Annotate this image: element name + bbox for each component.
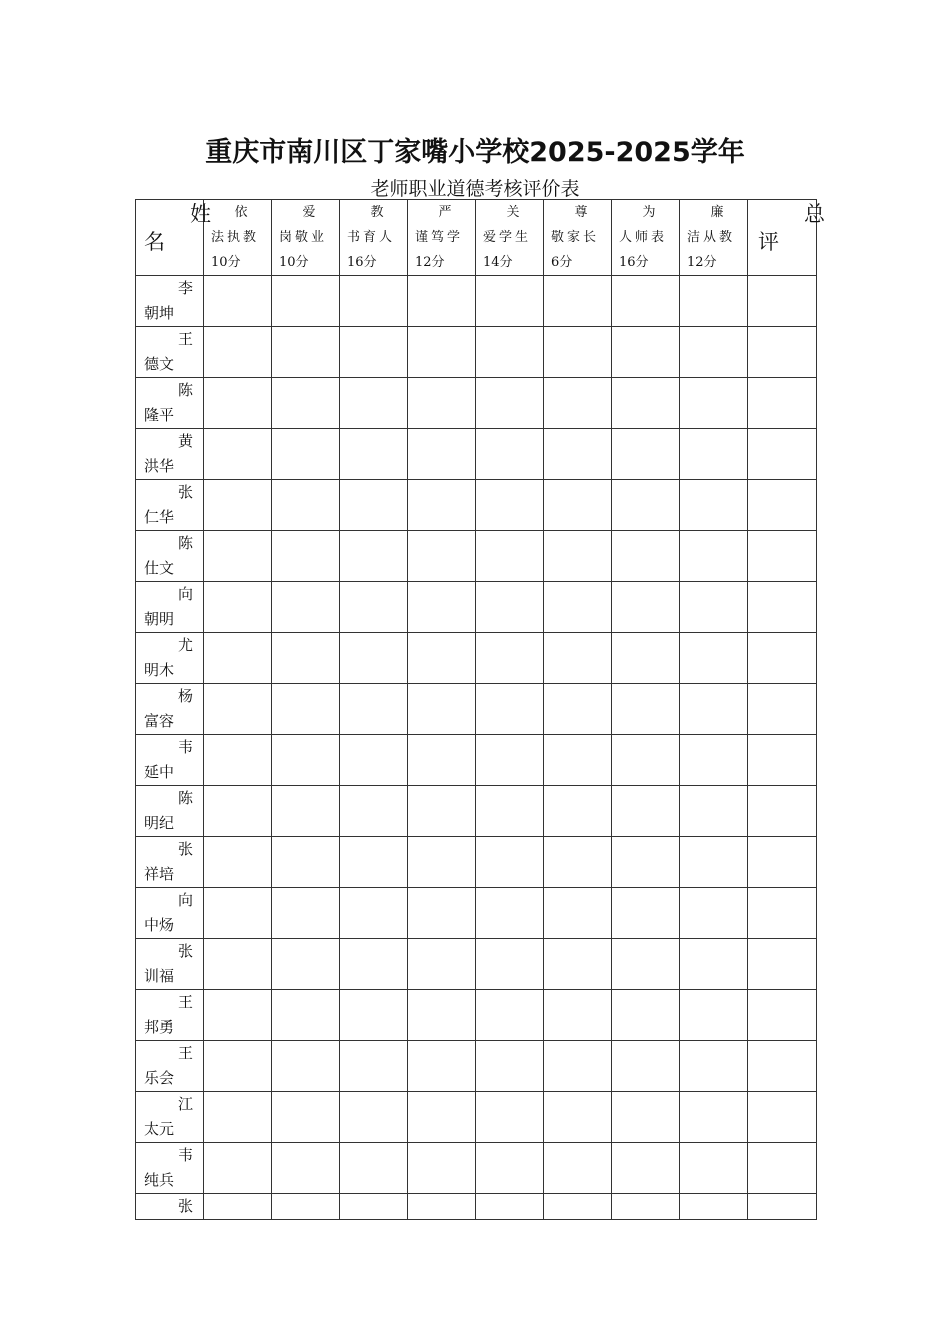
score-cell[interactable] bbox=[408, 378, 476, 429]
score-cell[interactable] bbox=[476, 480, 544, 531]
teacher-given-name: 德文 bbox=[144, 355, 175, 373]
teacher-surname: 张 bbox=[177, 942, 193, 960]
criterion-label bbox=[272, 200, 339, 275]
teacher-name-cell bbox=[136, 1092, 204, 1143]
score-cell[interactable] bbox=[680, 684, 748, 735]
score-cell[interactable] bbox=[612, 378, 680, 429]
score-cell[interactable] bbox=[612, 1194, 680, 1220]
score-cell[interactable] bbox=[272, 786, 340, 837]
teacher-name-cell bbox=[136, 735, 204, 786]
score-cell[interactable] bbox=[272, 939, 340, 990]
score-cell[interactable] bbox=[544, 837, 612, 888]
score-cell[interactable] bbox=[680, 735, 748, 786]
score-cell[interactable] bbox=[748, 480, 817, 531]
score-cell[interactable] bbox=[680, 633, 748, 684]
score-cell[interactable] bbox=[748, 378, 817, 429]
score-cell[interactable] bbox=[408, 684, 476, 735]
score-cell[interactable] bbox=[340, 990, 408, 1041]
score-cell[interactable] bbox=[340, 684, 408, 735]
score-cell[interactable] bbox=[680, 378, 748, 429]
score-cell[interactable] bbox=[340, 1143, 408, 1194]
score-cell[interactable] bbox=[408, 531, 476, 582]
score-cell[interactable] bbox=[408, 990, 476, 1041]
criterion-top: 爱 bbox=[302, 205, 316, 220]
criterion-score: 10分 bbox=[211, 255, 241, 270]
score-cell[interactable] bbox=[748, 1092, 817, 1143]
teacher-surname: 韦 bbox=[177, 1146, 193, 1164]
score-cell[interactable] bbox=[204, 735, 272, 786]
teacher-given-name: 隆平 bbox=[144, 406, 175, 424]
score-cell[interactable] bbox=[476, 1092, 544, 1143]
score-cell[interactable] bbox=[544, 582, 612, 633]
teacher-surname: 陈 bbox=[177, 534, 193, 552]
score-cell[interactable] bbox=[612, 786, 680, 837]
score-cell[interactable] bbox=[476, 990, 544, 1041]
header-criterion-cell bbox=[612, 200, 680, 276]
score-cell[interactable] bbox=[204, 1041, 272, 1092]
score-cell[interactable] bbox=[204, 888, 272, 939]
teacher-surname: 张 bbox=[177, 1197, 193, 1215]
score-cell[interactable] bbox=[340, 429, 408, 480]
teacher-surname: 李 bbox=[177, 279, 193, 297]
score-cell[interactable] bbox=[272, 684, 340, 735]
score-cell[interactable] bbox=[340, 378, 408, 429]
header-criterion-cell bbox=[476, 200, 544, 276]
score-cell[interactable] bbox=[612, 1041, 680, 1092]
score-cell[interactable] bbox=[340, 1194, 408, 1220]
score-cell[interactable] bbox=[476, 429, 544, 480]
header-criterion-cell bbox=[340, 200, 408, 276]
score-cell[interactable] bbox=[408, 1194, 476, 1220]
score-cell[interactable] bbox=[544, 480, 612, 531]
teacher-surname: 黄 bbox=[177, 432, 193, 450]
teacher-given-name: 朝坤 bbox=[144, 304, 175, 322]
teacher-given-name: 太元 bbox=[144, 1120, 175, 1138]
teacher-name-cell bbox=[136, 1041, 204, 1092]
criterion-mid: 人师表 bbox=[619, 230, 668, 245]
score-cell[interactable] bbox=[272, 327, 340, 378]
score-cell[interactable] bbox=[272, 837, 340, 888]
teacher-surname: 杨 bbox=[177, 687, 193, 705]
teacher-name-cell bbox=[136, 633, 204, 684]
header-total-char-1: 总 bbox=[804, 202, 825, 226]
score-cell[interactable] bbox=[748, 684, 817, 735]
teacher-surname: 王 bbox=[177, 993, 193, 1011]
page-title: 重庆市南川区丁家嘴小学校2025-2025学年 bbox=[205, 137, 745, 168]
score-cell[interactable] bbox=[612, 531, 680, 582]
score-cell[interactable] bbox=[204, 1143, 272, 1194]
teacher-name-cell bbox=[136, 786, 204, 837]
score-cell[interactable] bbox=[476, 1041, 544, 1092]
criterion-top: 关 bbox=[506, 205, 520, 220]
criterion-mid: 书育人 bbox=[347, 230, 396, 245]
header-row bbox=[136, 200, 817, 276]
score-cell[interactable] bbox=[272, 480, 340, 531]
teacher-surname: 韦 bbox=[177, 738, 193, 756]
table-row bbox=[136, 582, 817, 633]
score-cell[interactable] bbox=[272, 378, 340, 429]
criterion-top: 为 bbox=[642, 205, 656, 220]
header-criterion-cell bbox=[680, 200, 748, 276]
score-cell[interactable] bbox=[204, 429, 272, 480]
header-criterion-cell bbox=[272, 200, 340, 276]
header-total-char-2: 评 bbox=[758, 230, 779, 254]
score-cell[interactable] bbox=[408, 1041, 476, 1092]
criterion-score: 10分 bbox=[279, 255, 309, 270]
score-cell[interactable] bbox=[204, 378, 272, 429]
table-row bbox=[136, 939, 817, 990]
table-row bbox=[136, 327, 817, 378]
teacher-name-cell bbox=[136, 939, 204, 990]
score-cell[interactable] bbox=[408, 939, 476, 990]
score-cell[interactable] bbox=[544, 786, 612, 837]
score-cell[interactable] bbox=[612, 939, 680, 990]
score-cell[interactable] bbox=[612, 276, 680, 327]
score-cell[interactable] bbox=[748, 327, 817, 378]
score-cell[interactable] bbox=[408, 327, 476, 378]
score-cell[interactable] bbox=[544, 327, 612, 378]
teacher-given-name: 仕文 bbox=[144, 559, 175, 577]
score-cell[interactable] bbox=[476, 1194, 544, 1220]
score-cell[interactable] bbox=[204, 786, 272, 837]
score-cell[interactable] bbox=[272, 582, 340, 633]
score-cell[interactable] bbox=[408, 582, 476, 633]
score-cell[interactable] bbox=[476, 939, 544, 990]
score-cell[interactable] bbox=[476, 633, 544, 684]
score-cell[interactable] bbox=[340, 786, 408, 837]
score-cell[interactable] bbox=[340, 327, 408, 378]
score-cell[interactable] bbox=[340, 1092, 408, 1143]
score-cell[interactable] bbox=[340, 531, 408, 582]
criterion-top: 严 bbox=[438, 205, 452, 220]
score-cell[interactable] bbox=[204, 327, 272, 378]
criterion-score: 14分 bbox=[483, 255, 513, 270]
header-total-cell bbox=[748, 200, 825, 276]
score-cell[interactable] bbox=[612, 888, 680, 939]
score-cell[interactable] bbox=[544, 1092, 612, 1143]
criterion-mid: 爱学生 bbox=[483, 230, 532, 245]
table-row bbox=[136, 837, 817, 888]
criterion-top: 教 bbox=[370, 205, 384, 220]
teacher-name-cell bbox=[136, 429, 204, 480]
score-cell[interactable] bbox=[680, 837, 748, 888]
score-cell[interactable] bbox=[680, 1041, 748, 1092]
score-cell[interactable] bbox=[408, 735, 476, 786]
score-cell[interactable] bbox=[476, 327, 544, 378]
score-cell[interactable] bbox=[340, 582, 408, 633]
table-row bbox=[136, 684, 817, 735]
table-row bbox=[136, 1092, 817, 1143]
score-cell[interactable] bbox=[544, 1143, 612, 1194]
score-cell[interactable] bbox=[544, 888, 612, 939]
teacher-given-name: 邦勇 bbox=[144, 1018, 175, 1036]
score-cell[interactable] bbox=[680, 276, 748, 327]
score-cell[interactable] bbox=[544, 531, 612, 582]
score-cell[interactable] bbox=[408, 429, 476, 480]
criterion-top: 廉 bbox=[710, 205, 724, 220]
teacher-name-cell bbox=[136, 480, 204, 531]
teacher-name-cell bbox=[136, 888, 204, 939]
teacher-name-cell bbox=[136, 531, 204, 582]
score-cell[interactable] bbox=[612, 480, 680, 531]
score-cell[interactable] bbox=[204, 684, 272, 735]
score-cell[interactable] bbox=[408, 633, 476, 684]
score-cell[interactable] bbox=[680, 582, 748, 633]
score-cell[interactable] bbox=[408, 1092, 476, 1143]
score-cell[interactable] bbox=[544, 735, 612, 786]
table-row bbox=[136, 990, 817, 1041]
score-cell[interactable] bbox=[204, 1194, 272, 1220]
score-cell[interactable] bbox=[748, 582, 817, 633]
table-row bbox=[136, 1194, 817, 1220]
teacher-given-name: 中炀 bbox=[144, 916, 175, 934]
score-cell[interactable] bbox=[476, 888, 544, 939]
teacher-given-name: 明木 bbox=[144, 661, 175, 679]
score-cell[interactable] bbox=[680, 480, 748, 531]
score-cell[interactable] bbox=[204, 939, 272, 990]
score-cell[interactable] bbox=[408, 837, 476, 888]
teacher-given-name: 富容 bbox=[144, 712, 175, 730]
teacher-name-cell bbox=[136, 327, 204, 378]
criterion-label bbox=[544, 200, 611, 275]
score-cell[interactable] bbox=[476, 1143, 544, 1194]
criterion-score: 12分 bbox=[687, 255, 717, 270]
score-cell[interactable] bbox=[748, 939, 817, 990]
teacher-surname: 陈 bbox=[177, 381, 193, 399]
score-cell[interactable] bbox=[408, 786, 476, 837]
score-cell[interactable] bbox=[748, 837, 817, 888]
criterion-label bbox=[204, 200, 271, 275]
score-cell[interactable] bbox=[272, 276, 340, 327]
score-cell[interactable] bbox=[680, 990, 748, 1041]
score-cell[interactable] bbox=[340, 480, 408, 531]
score-cell[interactable] bbox=[476, 837, 544, 888]
score-cell[interactable] bbox=[680, 939, 748, 990]
score-cell[interactable] bbox=[476, 786, 544, 837]
score-cell[interactable] bbox=[748, 531, 817, 582]
score-cell[interactable] bbox=[204, 480, 272, 531]
score-cell[interactable] bbox=[612, 684, 680, 735]
score-cell[interactable] bbox=[544, 1194, 612, 1220]
score-cell[interactable] bbox=[204, 276, 272, 327]
teacher-given-name: 明纪 bbox=[144, 814, 175, 832]
score-cell[interactable] bbox=[748, 276, 817, 327]
table-row bbox=[136, 1143, 817, 1194]
score-cell[interactable] bbox=[544, 1041, 612, 1092]
score-cell[interactable] bbox=[272, 888, 340, 939]
criterion-label bbox=[476, 200, 543, 275]
teacher-name-cell bbox=[136, 1194, 204, 1220]
score-cell[interactable] bbox=[612, 1143, 680, 1194]
score-cell[interactable] bbox=[544, 939, 612, 990]
criterion-score: 16分 bbox=[347, 255, 377, 270]
score-cell[interactable] bbox=[748, 888, 817, 939]
teacher-given-name: 训福 bbox=[144, 967, 175, 985]
score-cell[interactable] bbox=[204, 837, 272, 888]
score-cell[interactable] bbox=[204, 531, 272, 582]
score-cell[interactable] bbox=[340, 633, 408, 684]
score-cell[interactable] bbox=[544, 429, 612, 480]
score-cell[interactable] bbox=[408, 888, 476, 939]
teacher-surname: 向 bbox=[177, 891, 193, 909]
criterion-top: 依 bbox=[234, 205, 248, 220]
score-cell[interactable] bbox=[680, 786, 748, 837]
score-cell[interactable] bbox=[612, 990, 680, 1041]
criterion-mid: 敬家长 bbox=[551, 230, 600, 245]
score-cell[interactable] bbox=[272, 1041, 340, 1092]
score-cell[interactable] bbox=[748, 1143, 817, 1194]
table-row bbox=[136, 735, 817, 786]
score-cell[interactable] bbox=[544, 990, 612, 1041]
score-cell[interactable] bbox=[340, 888, 408, 939]
score-cell[interactable] bbox=[612, 582, 680, 633]
score-cell[interactable] bbox=[272, 531, 340, 582]
table-row bbox=[136, 1041, 817, 1092]
table-row bbox=[136, 786, 817, 837]
score-cell[interactable] bbox=[204, 990, 272, 1041]
score-cell[interactable] bbox=[476, 531, 544, 582]
score-cell[interactable] bbox=[272, 1143, 340, 1194]
teacher-surname: 王 bbox=[177, 330, 193, 348]
score-cell[interactable] bbox=[612, 633, 680, 684]
score-cell[interactable] bbox=[680, 531, 748, 582]
criterion-mid: 岗敬业 bbox=[279, 230, 328, 245]
teacher-surname: 向 bbox=[177, 585, 193, 603]
score-cell[interactable] bbox=[680, 327, 748, 378]
score-cell[interactable] bbox=[408, 480, 476, 531]
score-cell[interactable] bbox=[748, 429, 817, 480]
score-cell[interactable] bbox=[272, 1092, 340, 1143]
score-cell[interactable] bbox=[476, 276, 544, 327]
score-cell[interactable] bbox=[272, 633, 340, 684]
score-cell[interactable] bbox=[748, 1194, 817, 1220]
score-cell[interactable] bbox=[476, 684, 544, 735]
score-cell[interactable] bbox=[680, 1092, 748, 1143]
criterion-score: 12分 bbox=[415, 255, 445, 270]
score-cell[interactable] bbox=[612, 429, 680, 480]
score-cell[interactable] bbox=[612, 1092, 680, 1143]
teacher-name-cell bbox=[136, 378, 204, 429]
score-cell[interactable] bbox=[408, 1143, 476, 1194]
criterion-label bbox=[408, 200, 475, 275]
criterion-mid: 法执教 bbox=[211, 230, 260, 245]
score-cell[interactable] bbox=[748, 633, 817, 684]
score-cell[interactable] bbox=[680, 429, 748, 480]
teacher-surname: 张 bbox=[177, 483, 193, 501]
score-cell[interactable] bbox=[748, 1041, 817, 1092]
score-cell[interactable] bbox=[680, 1194, 748, 1220]
criterion-mid: 洁从教 bbox=[687, 230, 736, 245]
evaluation-table bbox=[135, 199, 825, 1220]
score-cell[interactable] bbox=[272, 429, 340, 480]
teacher-name-cell bbox=[136, 837, 204, 888]
score-cell[interactable] bbox=[204, 582, 272, 633]
criterion-top: 尊 bbox=[574, 205, 588, 220]
header-name-cell bbox=[136, 200, 211, 276]
score-cell[interactable] bbox=[340, 939, 408, 990]
teacher-given-name: 祥培 bbox=[144, 865, 175, 883]
teacher-name-cell bbox=[136, 276, 204, 327]
teacher-surname: 王 bbox=[177, 1044, 193, 1062]
score-cell[interactable] bbox=[340, 276, 408, 327]
score-cell[interactable] bbox=[612, 735, 680, 786]
teacher-surname: 张 bbox=[177, 840, 193, 858]
score-cell[interactable] bbox=[204, 1092, 272, 1143]
table-row bbox=[136, 480, 817, 531]
score-cell[interactable] bbox=[612, 837, 680, 888]
header-name-char-1: 姓 bbox=[190, 202, 211, 226]
page-subtitle: 老师职业道德考核评价表 bbox=[370, 178, 580, 200]
score-cell[interactable] bbox=[340, 1041, 408, 1092]
table-row bbox=[136, 888, 817, 939]
teacher-given-name: 纯兵 bbox=[144, 1171, 175, 1189]
score-cell[interactable] bbox=[272, 1194, 340, 1220]
teacher-name-cell bbox=[136, 684, 204, 735]
score-cell[interactable] bbox=[748, 786, 817, 837]
teacher-given-name: 仁华 bbox=[144, 508, 175, 526]
score-cell[interactable] bbox=[272, 990, 340, 1041]
criterion-mid: 谨笃学 bbox=[415, 230, 464, 245]
table-row bbox=[136, 429, 817, 480]
teacher-name-cell bbox=[136, 582, 204, 633]
table-row bbox=[136, 276, 817, 327]
score-cell[interactable] bbox=[340, 837, 408, 888]
teacher-surname: 尤 bbox=[177, 636, 193, 654]
teacher-name-cell bbox=[136, 990, 204, 1041]
score-cell[interactable] bbox=[748, 735, 817, 786]
score-cell[interactable] bbox=[680, 1143, 748, 1194]
score-cell[interactable] bbox=[340, 735, 408, 786]
score-cell[interactable] bbox=[544, 684, 612, 735]
score-cell[interactable] bbox=[544, 378, 612, 429]
score-cell[interactable] bbox=[612, 327, 680, 378]
teacher-given-name: 朝明 bbox=[144, 610, 175, 628]
criterion-label bbox=[680, 200, 747, 275]
teacher-given-name: 延中 bbox=[144, 763, 175, 781]
criterion-label bbox=[612, 200, 679, 275]
score-cell[interactable] bbox=[272, 735, 340, 786]
score-cell[interactable] bbox=[476, 378, 544, 429]
criterion-score: 16分 bbox=[619, 255, 649, 270]
score-cell[interactable] bbox=[204, 633, 272, 684]
criterion-score: 6分 bbox=[551, 255, 573, 270]
teacher-name-cell bbox=[136, 1143, 204, 1194]
table-row bbox=[136, 531, 817, 582]
teacher-given-name: 乐会 bbox=[144, 1069, 175, 1087]
header-criterion-cell bbox=[408, 200, 476, 276]
teacher-surname: 陈 bbox=[177, 789, 193, 807]
score-cell[interactable] bbox=[476, 582, 544, 633]
teacher-given-name: 洪华 bbox=[144, 457, 175, 475]
score-cell[interactable] bbox=[476, 735, 544, 786]
header-criterion-cell bbox=[204, 200, 272, 276]
header-name-char-2: 名 bbox=[144, 230, 165, 254]
score-cell[interactable] bbox=[544, 633, 612, 684]
score-cell[interactable] bbox=[748, 990, 817, 1041]
teacher-surname: 江 bbox=[177, 1095, 193, 1113]
header-criterion-cell bbox=[544, 200, 612, 276]
score-cell[interactable] bbox=[544, 276, 612, 327]
table-row bbox=[136, 378, 817, 429]
table-row bbox=[136, 633, 817, 684]
criterion-label bbox=[340, 200, 407, 275]
score-cell[interactable] bbox=[408, 276, 476, 327]
score-cell[interactable] bbox=[680, 888, 748, 939]
